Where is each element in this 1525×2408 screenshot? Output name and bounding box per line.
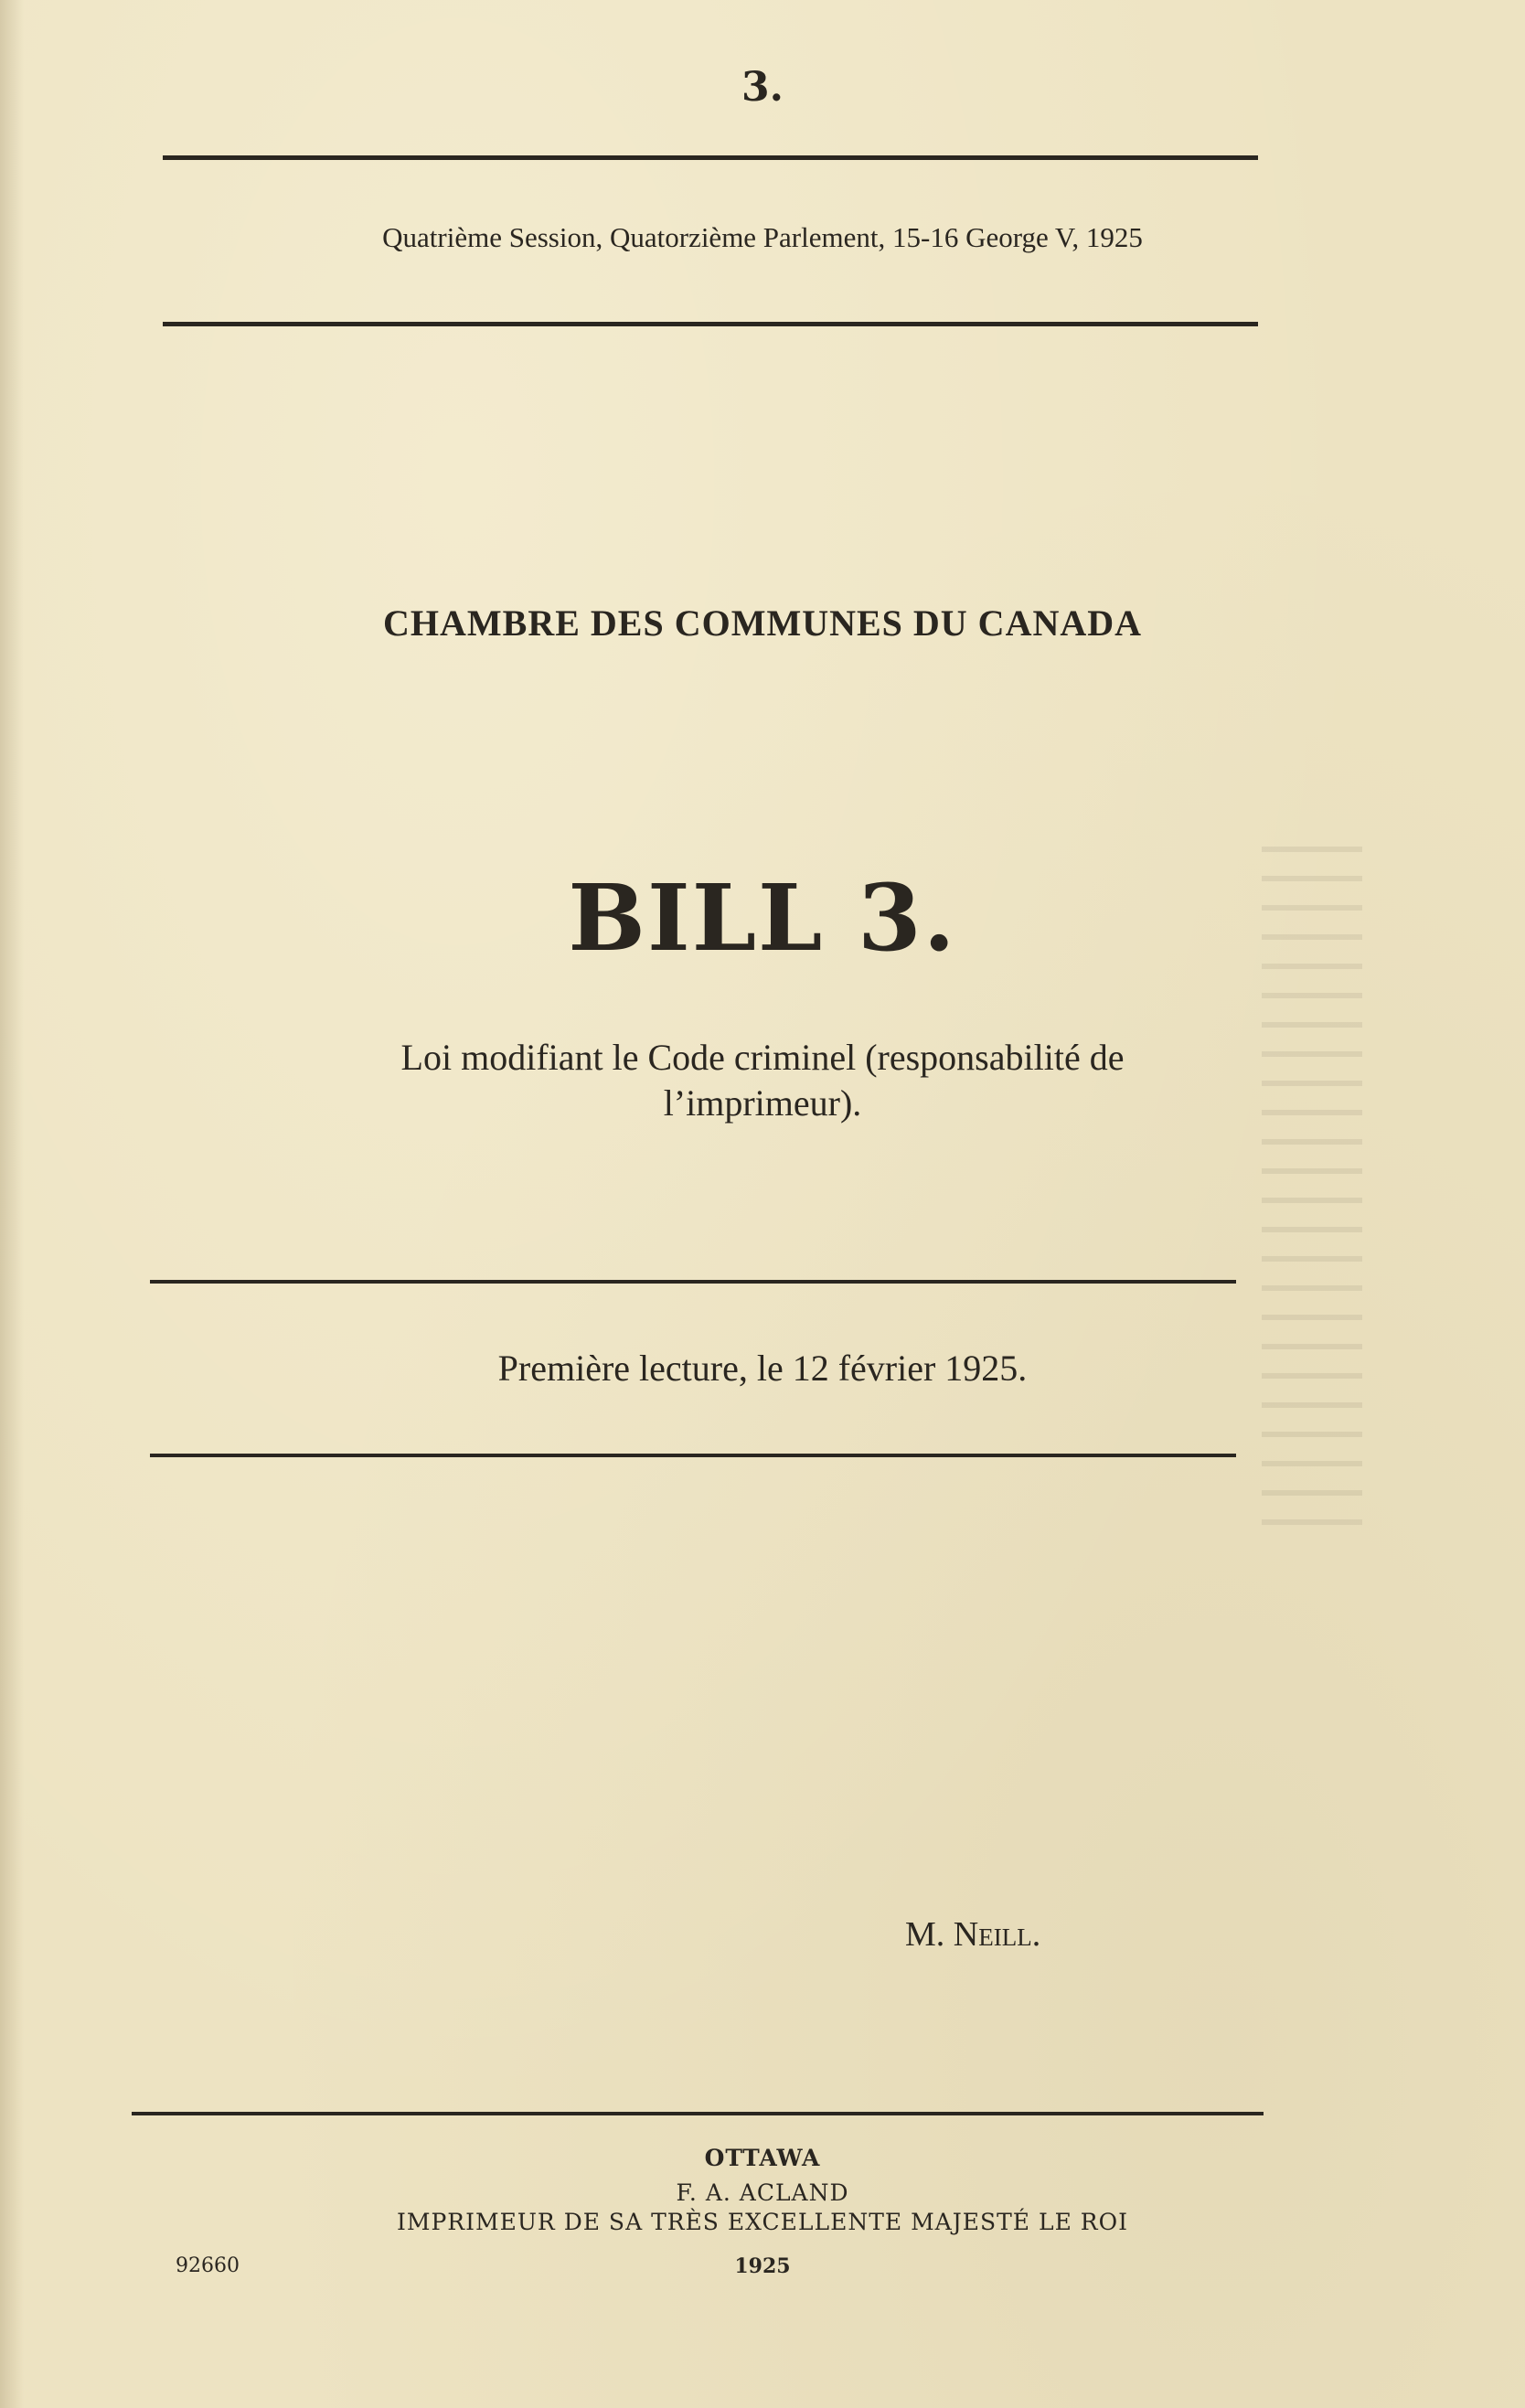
page-edge-shadow xyxy=(0,0,24,2408)
sponsor-prefix: M. xyxy=(905,1915,945,1954)
subtitle-rule xyxy=(150,1280,1236,1284)
reading-rule xyxy=(150,1454,1236,1457)
session-line: Quatrième Session, Quatorzième Parlement, 15-16 George V, 1925 xyxy=(382,221,1143,253)
session-rule xyxy=(163,322,1258,326)
bill-subtitle xyxy=(0,1035,1525,1126)
document-number: 92660 xyxy=(176,2254,240,2277)
bill-subtitle-line-2: l’imprimeur). xyxy=(663,1082,862,1124)
sponsor xyxy=(905,1914,1040,1955)
imprint-year: 1925 xyxy=(734,2254,791,2278)
sponsor-name: Neill. xyxy=(953,1915,1041,1954)
page-number: 3. xyxy=(741,64,784,111)
imprint-city: OTTAWA xyxy=(704,2145,821,2171)
bill-subtitle-line-1: Loi modifiant le Code criminel (responsabilité de xyxy=(400,1037,1125,1078)
top-rule xyxy=(163,155,1258,160)
imprint-rule xyxy=(132,2112,1264,2115)
show-through-text xyxy=(1262,823,1362,2011)
bill-title: BILL 3. xyxy=(568,864,957,972)
first-reading-line: Première lecture, le 12 février 1925. xyxy=(497,1348,1028,1389)
chamber-heading: CHAMBRE DES COMMUNES DU CANADA xyxy=(383,602,1142,644)
imprint-printer-title: IMPRIMEUR DE SA TRÈS EXCELLENTE MAJESTÉ LE ROI xyxy=(397,2209,1128,2235)
imprint-printer: F. A. ACLAND xyxy=(676,2179,849,2206)
